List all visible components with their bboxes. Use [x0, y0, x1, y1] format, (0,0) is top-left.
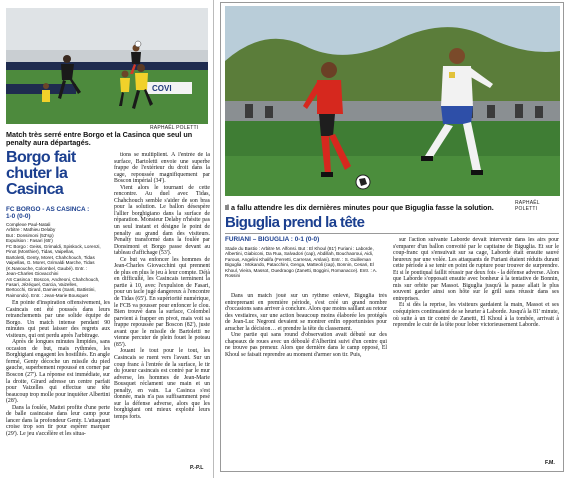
left-headline-line3: Casinca — [6, 181, 64, 198]
right-match-photo — [225, 6, 560, 196]
lineup-line: Pinot (Monthier), Tidas, Vaipellas, — [6, 249, 75, 255]
lineup-line: Jean-Charles Giovacchini — [6, 271, 59, 277]
paragraph: Jouant le tout pour le tout, les Casincais se ruent vers l'avant. Sur un coup franc à l'entrée de la surface, le tir du joueur casincais est contré par le mur adverse, les hommes de Jean-Marie Bousquet réclament une main et un penalty, en vain. La Casinca s'est donnée, mais n'a pas suffisamment pesé sur la défense adverse, alors que les borghigiani ont mieux exploité leurs temps forts. — [114, 348, 210, 420]
left-match-photo — [6, 8, 208, 124]
lineup-line: (K.Nanouche, Colombel, Gaubé). Entr. : — [6, 265, 88, 271]
right-body-column-2 — [393, 237, 559, 457]
lineup-line: Fasari, Jézéquel, Garcia, Vaizelles, — [6, 281, 78, 287]
paragraph: Dans la foulée, Mattei profite d'une perte de balle casincaise dans leur camp pour lancer dans la profondeur Genty. L'attaquant croise trop son tir pour espérer marquer (29'). Le jeu s'accélère et les situa- — [6, 404, 110, 437]
right-lineup: Stade du Bastio : Arbitre M. Alfonsi. But : El Khoul (81') Furiani : Laborde, Albertini, Giabiconi, Da Rua, Salvadori (cap), Abdillah, Bouchaoroui, Aidi, Farous, Angelini Khalifa (Ferretti, Carreras, Arslani). Entr. : S. Guilleman Biguglia : Mokando, Patacchini, Genga, Matteoli (cap), Bonnin, Cesari, El Khoul, Vieira, Massot, Ouedraogo (Zanetti, Boggini, Romanacce). Entr. : A. Rossini — [225, 246, 378, 279]
lineup-line: Complexe Paul-Natali — [6, 222, 51, 227]
left-score-teams: FC BORGO - AS CASINCA : — [6, 206, 90, 213]
right-photo-caption: Il a fallu attendre les dix dernières minutes pour que Biguglia fasse la solution. — [225, 203, 494, 212]
borgo-casinca-photo-illustration — [6, 8, 208, 124]
paragraph: Ce but va enfoncer les hommes de Jean-Charles Giovacchini qui prennent de plus en plus le jeu à leur compte. Déjà en difficulté, les Casincais terminent la partie à 10, avec l'expulsion de Fasari, pour un tacle jugé dangereux à l'encontre de Tidas (65'). En supériorité numérique, le FCB va pousser pour enfoncer le clou. Bien trouvé dans la surface, Colombel parvient à frapper en pivot, mais voit sa frappe repoussée par Boscon (82'), juste avant que le missile de Bartoletti ne vienne percuter de plein fouet le poteau (85'). — [114, 256, 210, 348]
lineup-line: Bartoletti, Genty, Moret, Chahchouch, Tidas — [6, 254, 95, 260]
paragraph: En pointe d'inspiration offensivement, les Casincais ont été poussés dans leurs retranchements par une solide équipe de Borgo. Un match intense pendant 90 minutes qui peut laisser des regrets aux visiteurs, qui ont perdu après l'arbitrage. — [6, 300, 110, 339]
left-photo-credit: RAPHAËL POLETTI — [150, 125, 199, 131]
lineup-line: But : Donsimoni (53'sp) — [6, 232, 54, 238]
right-headline: Biguglia prend la tête — [225, 214, 365, 231]
lineup-line: Expulsion : Fasari (65') — [6, 238, 53, 244]
paragraph: Vient alors le tournant de cette rencontre. Au duel avec Tidas, Chahchouch semble s'aider de son bras pour la solution. Le ballon désespère l'allier borghigiano dans la surface de réparation. Monsieur Delaby n'hésite pas un seul instant et désigne le point de penalty au grand dam des visiteurs. Penalty transformé dans la foulée par Donsimoni et Borgo passe devant au tableau d'affichage (53'). — [114, 184, 210, 257]
left-body-column-1 — [6, 300, 110, 472]
lineup-line: Raimondo). Entr. : Jean-Marie Bousquet — [6, 292, 88, 298]
left-photo-caption: Match très serré entre Borgo et la Casinca que seul un penalty aura départagés. — [6, 130, 193, 148]
paragraph: Après de longues minutes limpides, sans occasion de but, mais rythmées, les Borghigiani engagent les hostilités. En angle fermé, Genty décoche un missile du pied gauche, superbement repoussé en corner par Boscon (27'). La réponse est immédiate, sur la droite, Girard adresse un centre parfait pour Vaizelles qui effectue une tête beaucoup trop molle pour inquiéter Albertini (28'). — [6, 339, 110, 405]
right-headline-rule — [225, 233, 559, 234]
paragraph: Et si dès la reprise, les visiteurs gardaient la main, Massot et ses coéquipiers continuaient de se heurter à Laborde. Jusqu'à la 81' minute, où suite à un tir contré de Zanetti, El Khoul à la tombée, arrivait à reprendre le cuir de la tête pour lober victorieusement Laborde. — [393, 302, 559, 329]
right-article-frame — [220, 2, 564, 472]
lineup-line: Vaipellas, G. Moret, Grimaldi Marche, Tidas — [6, 260, 95, 266]
lineup-line: AS Casinca : Boscon, Andreoni, Chahchouch, — [6, 276, 100, 282]
left-body-column-2 — [114, 152, 210, 462]
lineup-line: FC Borgo : Geiss, Grimaldi, Spiskock, Lorenzi, — [6, 243, 101, 249]
left-article — [0, 0, 214, 478]
paragraph: Une partie qui sans round d'observation avait débuté sur des chapeaux de roues avec un déboulé d'Albertini suivi d'un centre qui ne trouve pas preneur. Alors que dernière dans le camp opposé, El Khoul se faisait reprendre au moment d'armer son tir. Puis, — [225, 332, 387, 358]
paragraph: tions se multiplient. À l'entrée de la surface, Bartoletti envoie une superbe frappe de l'extérieur du droit dans la cage, repoussée magnifiquement par Boscon impérial (34'). — [114, 152, 210, 185]
left-score-line — [6, 206, 110, 220]
right-score-line: FURIANI – BIGUGLIA : 0-1 (0-0) — [225, 236, 320, 243]
right-photo-credit: RAPHAËL POLETTI — [515, 200, 540, 212]
lineup-line: Bertocchi, Girard, Damiens (Santi, Battistini, — [6, 287, 96, 293]
right-body-column-1 — [225, 293, 387, 463]
paragraph: Dans un match joué sur un rythme enlevé, Biguglia très entreprenant en première période, s'est créé un grand nombre d'occasions sans arriver à conclure. Alors que moins saillant au retour des vestiaires, sur une action beaucoup moins élaborée les protégés de Jean-Luc Negroni devaient se montrer enfin opportunistes pour arracher la décision… et prendre la tête du classement. — [225, 293, 387, 332]
furiani-biguglia-photo-illustration — [225, 6, 560, 196]
lineup-line: Arbitre : Mathieu Delaby — [6, 227, 56, 233]
svg-text:COVI: COVI — [152, 84, 172, 93]
left-headline-line1: Borgo fait — [6, 149, 76, 166]
left-signature: P.-P.L — [190, 465, 204, 471]
left-lineup — [6, 222, 110, 298]
paragraph: sur l'action suivante Laborde devait intervenir dans les airs pour s'emparer d'un ballon convoité par le capitaine de Biguglia. Et sur le coup-franc qui s'ensuivait sur sa cage, Laborde était ensuite sauvé heureux par une volée. Les attaquants de Furiani étaient réduits durant cette période à se tenir en point de rupture pour trouver de surprendre. Et si le poutiqual faillit réussir par deux fois - la défense adverse. Alors que Laborde s'opposait ensuite avec bonheur à la tentative de Bonnin, mis sur orbite par Massot. Biguglia jusqu'à la pause allait le plus souvent garder ainsi son hôte sur le grill sans réussir dans ses entreprises. — [393, 237, 559, 302]
right-article — [216, 0, 567, 478]
left-score-result: 1-0 (0-0) — [6, 213, 31, 220]
right-signature: F.M. — [545, 460, 555, 466]
left-headline-line2: chuter la — [6, 165, 68, 182]
